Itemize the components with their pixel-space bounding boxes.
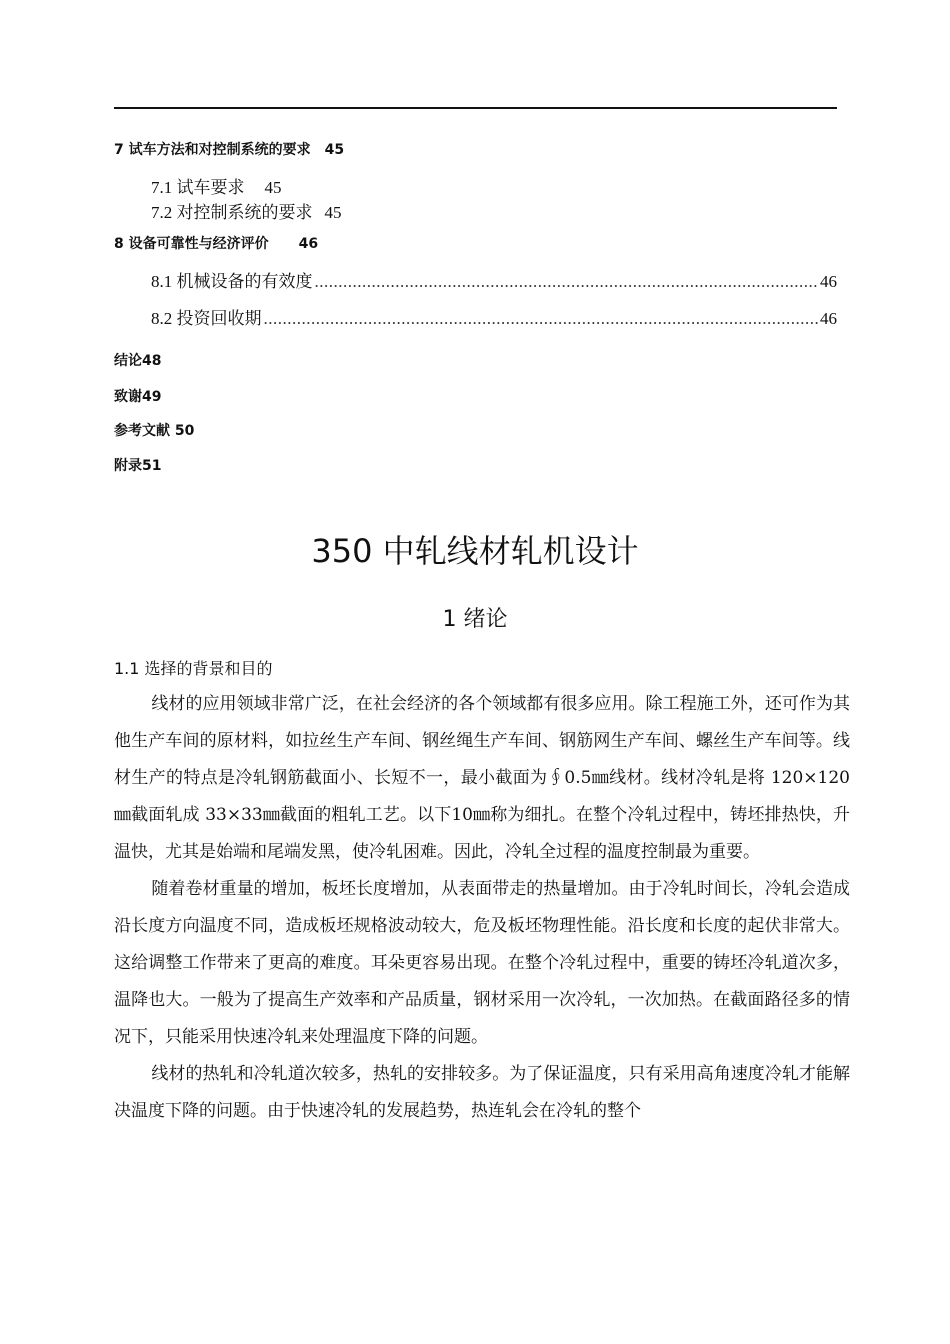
toc-entry-acknowledgements[interactable]: 致谢49 — [114, 389, 162, 405]
document-title: 350 中轧线材轧机设计 — [311, 532, 639, 570]
toc-entry-8-1[interactable] — [151, 267, 837, 292]
toc-entry-7-1[interactable] — [151, 173, 282, 198]
toc-dot-leader — [315, 272, 819, 292]
paragraph: 线材的热轧和冷轧道次较多，热轧的安排较多。为了保证温度，只有采用高角速度冷轧才能解决温度下降的问题。由于快速冷轧的发展趋势，热连轧会在冷轧的整个 — [114, 1064, 850, 1121]
toc-entry-appendix[interactable]: 附录51 — [114, 458, 162, 474]
paragraph: 随着卷材重量的增加，板坯长度增加，从表面带走的热量增加。由于冷轧时间长，冷轧会造成沿长度方向温度不同，造成板坯规格波动较大，危及板坯物理性能。沿长度和长度的起伏非常大。这给调整工作带来了更高的难度。耳朵更容易出现。在整个冷轧过程中，重要的铸坯冷轧道次多，温降也大。一般为了提高生产效率和产品质量，钢材采用一次冷轧，一次加热。在截面路径多的情况下，只能采用快速冷轧来处理温度下降的问题。 — [114, 879, 850, 1047]
toc-entry-7-2[interactable] — [151, 198, 342, 223]
toc-entry-conclusion[interactable]: 结论48 — [114, 353, 162, 369]
toc-entry-title: 7.1 试车要求 — [151, 178, 245, 197]
toc-entry-references[interactable]: 参考文献 50 — [114, 423, 195, 439]
toc-entry-page: 46 — [820, 309, 837, 328]
toc-entry-title: 8 设备可靠性与经济评价 — [114, 236, 269, 252]
toc-entry-chapter-8[interactable] — [114, 233, 318, 253]
toc-entry-page: 46 — [820, 272, 837, 291]
toc-entry-title: 7 试车方法和对控制系统的要求 — [114, 142, 311, 158]
toc-entry-page: 45 — [324, 142, 345, 158]
paragraph: 线材的应用领域非常广泛，在社会经济的各个领域都有很多应用。除工程施工外，还可作为其他生产车间的原材料，如拉丝生产车间、钢丝绳生产车间、钢筋网生产车间、螺丝生产车间等。线材生产的特点是冷轧钢筋截面小、长短不一，最小截面为∮0.5㎜线材。线材冷轧是将 120×120㎜截面轧成 33×33㎜截面的粗轧工艺。以下10㎜称为细扎。在整个冷轧过程中，铸坯排热快，升温快，尤其是始端和尾端发黑，使冷轧困难。因此，冷轧全过程的温度控制最为重要。 — [114, 694, 850, 862]
toc-entry-8-2[interactable] — [151, 304, 837, 329]
section-heading: 1.1 选择的背景和目的 — [114, 659, 273, 678]
toc-entry-page: 45 — [324, 203, 342, 222]
body-text — [114, 686, 850, 1130]
header-rule — [114, 107, 837, 109]
toc-entry-title: 7.2 对控制系统的要求 — [151, 203, 313, 222]
chapter-heading: 1 绪论 — [442, 607, 508, 632]
toc-entry-title: 8.1 机械设备的有效度 — [151, 272, 313, 291]
toc-dot-leader — [264, 309, 819, 329]
toc-entry-chapter-7[interactable] — [114, 139, 344, 159]
toc-entry-page: 45 — [264, 178, 282, 197]
toc-entry-title: 8.2 投资回收期 — [151, 309, 262, 328]
toc-entry-page: 46 — [298, 236, 319, 252]
